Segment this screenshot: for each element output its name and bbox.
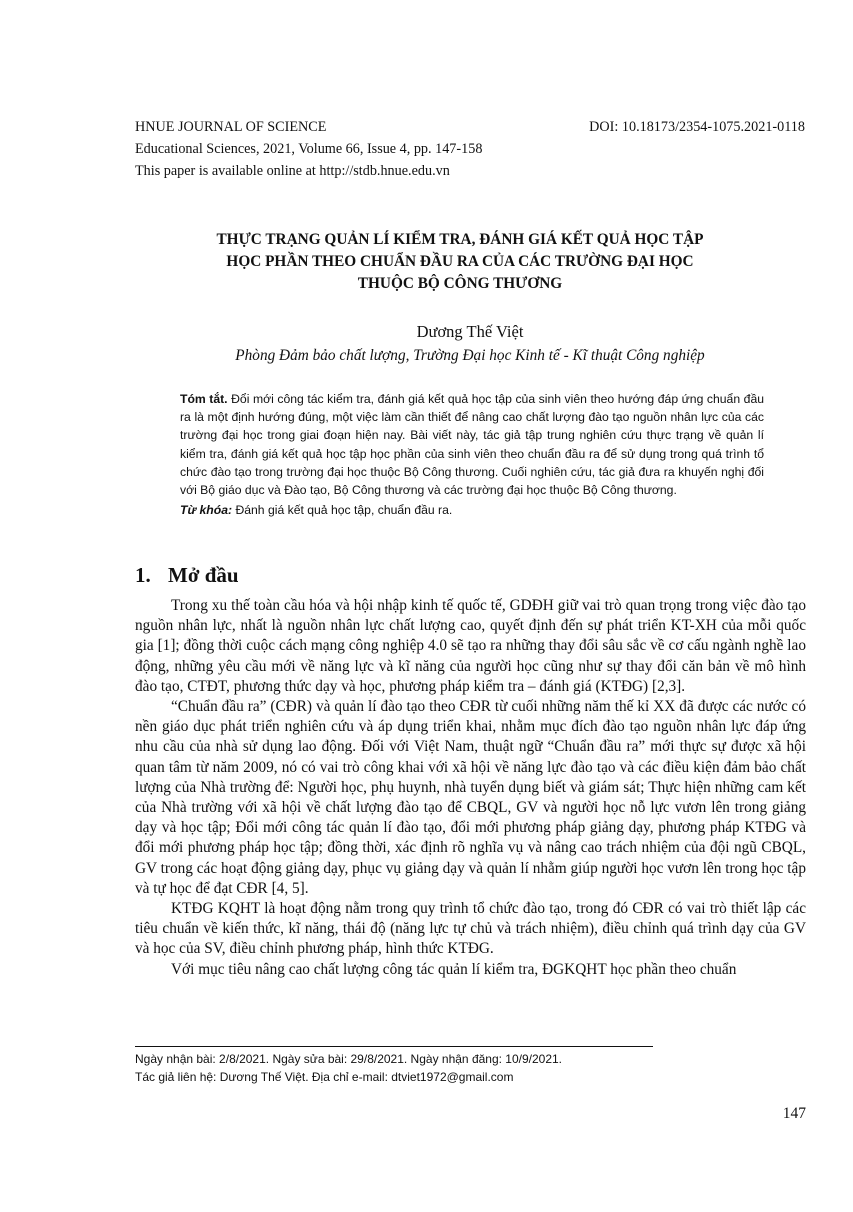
section-body [135, 596, 806, 980]
abstract [180, 390, 764, 519]
title-line-3: THUỘC BỘ CÔNG THƯƠNG [357, 275, 563, 292]
keywords-text: Đánh giá kết quả học tập, chuẩn đầu ra. [235, 503, 453, 518]
journal-name: HNUE JOURNAL OF SCIENCE [135, 119, 327, 135]
title-line-2: HỌC PHẦN THEO CHUẨN ĐẦU RA CỦA CÁC TRƯỜNG ĐẠI HỌC [226, 253, 694, 270]
section-heading [135, 561, 239, 589]
header-row [135, 116, 805, 138]
body-paragraph: KTĐG KQHT là hoạt động nằm trong quy trình tổ chức đào tạo, trong đó CĐR có vai trò thiết lập các tiêu chuẩn về kiến thức, kĩ năng, thái độ (năng lực tự chủ và trách nhiệm), điều chỉnh quá trình dạy của GV và học của SV, điều chỉnh phương pháp, hình thức KTĐG. [135, 900, 806, 958]
author-name: Dương Thế Việt [416, 322, 524, 341]
abstract-paragraph [180, 390, 764, 499]
footnote-dates: Ngày nhận bài: 2/8/2021. Ngày sửa bài: 29/8/2021. Ngày nhận đăng: 10/9/2021. [135, 1052, 563, 1066]
footnote-contact: Tác giả liên hệ: Dương Thế Việt. Địa chỉ e-mail: dtviet1972@gmail.com [135, 1070, 514, 1084]
author-affiliation: Phòng Đảm bảo chất lượng, Trường Đại học Kinh tế - Kĩ thuật Công nghiệp [235, 347, 705, 364]
footnotes [135, 1050, 805, 1086]
body-paragraph: Trong xu thế toàn cầu hóa và hội nhập kinh tế quốc tế, GDĐH giữ vai trò quan trọng trong việc đào tạo nguồn nhân lực, nhất là nguồn nhân lực chất lượng cao, quyết định đến sự phát triển KT-XH của mỗi quốc gia [1]; đồng thời cuộc cách mạng công nghiệp 4.0 sẽ tạo ra những thay đổi sâu sắc về cơ cấu ngành nghề lao động, những yêu cầu mới về năng lực và kĩ năng của người học cũng như sự thay đổi căn bản về mô hình đào tạo, CTĐT, phương thức dạy và học, phương pháp kiểm tra – đánh giá (KTĐG) [2,3]. [135, 597, 806, 695]
page-number: 147 [782, 1105, 806, 1122]
keywords-label: Từ khóa: [180, 503, 233, 518]
availability-info: This paper is available online at http://stdb.hnue.edu.vn [135, 163, 450, 179]
abstract-text: Đổi mới công tác kiểm tra, đánh giá kết quả học tập của sinh viên theo hướng đáp ứng chuẩn đầu ra là một định hướng đúng, một việc làm cần thiết để nâng cao chất lượng đào tạo nguồn nhân lực của các trường đại học trong giai đoạn hiện nay. Bài viết này, tác giả tập trung nghiên cứu thực trạng về quản lí kiểm tra, đánh giá kết quả học tập học phần của sinh viên theo chuẩn đầu ra để sử dụng trong quá trình tổ chức đào tạo trong trường đại học thuộc Bộ Công thương. Cuối nghiên cứu, tác giả đưa ra khuyến nghị đối với Bộ giáo dục và Đào tạo, Bộ Công thương và các trường đại học thuộc Bộ Công thương. [180, 392, 765, 498]
section-number: 1. [135, 563, 151, 587]
keywords [180, 501, 764, 519]
volume-info: Educational Sciences, 2021, Volume 66, Issue 4, pp. 147-158 [135, 141, 483, 157]
body-paragraph: “Chuẩn đầu ra” (CĐR) và quản lí đào tạo theo CĐR từ cuối những năm thế kỉ XX đã được các nước có nền giáo dục phát triển nghiên cứu và áp dụng triển khai, nhằm mục đích đào tạo nguồn nhân lực đáp ứng nhu cầu của nhà sử dụng lao động. Đối với Việt Nam, thuật ngữ “Chuẩn đầu ra” mới thực sự được xã hội quan tâm từ năm 2009, nó có vai trò công khai với xã hội về năng lực đào tạo và các điều kiện đảm bảo chất lượng của Nhà trường để: Người học, phụ huynh, nhà tuyển dụng biết và giám sát; Thực hiện những cam kết của Nhà trường với xã hội về chất lượng đào tạo để CBQL, GV và người học nỗ lực vươn lên trong giảng dạy và học tập; Đổi mới công tác quản lí đào tạo, đổi mới phương pháp giảng dạy, phương pháp KTĐG và đổi mới phương pháp học tập; đồng thời, xác định rõ nghĩa vụ và nâng cao trách nhiệm của đội ngũ CBQL, GV trong các hoạt động giảng dạy, phục vụ giảng dạy và quản lí nhằm giúp người học vươn lên trong học tập và tự học để đạt CĐR [4, 5]. [135, 698, 806, 897]
body-paragraph: Với mục tiêu nâng cao chất lượng công tác quản lí kiểm tra, ĐGKQHT học phần theo chuẩn [171, 960, 737, 978]
footnote-divider [135, 1046, 653, 1047]
title-line-1: THỰC TRẠNG QUẢN LÍ KIỂM TRA, ĐÁNH GIÁ KẾT QUẢ HỌC TẬP [216, 231, 704, 248]
abstract-label: Tóm tắt. [180, 392, 228, 406]
doi: DOI: 10.18173/2354-1075.2021-0118 [589, 119, 805, 135]
section-title: Mở đầu [168, 563, 239, 587]
journal-header [135, 116, 805, 182]
paper-title [150, 229, 770, 295]
